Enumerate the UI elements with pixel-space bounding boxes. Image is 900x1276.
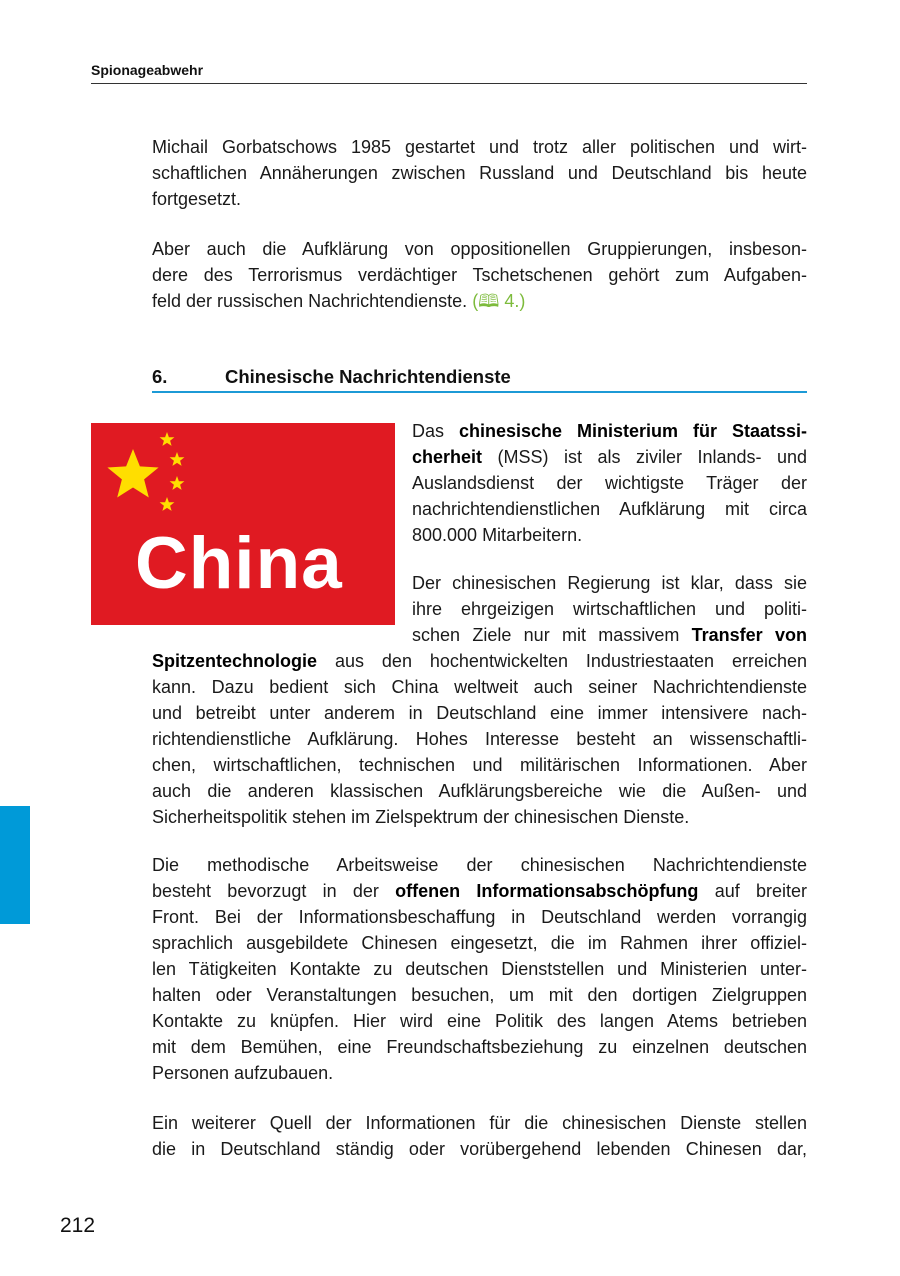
- small-star-icon: [170, 452, 185, 466]
- text-line: Personen aufzubauen.: [152, 1063, 334, 1083]
- bold-term: chinesische Ministerium für Staatssi-: [458, 421, 807, 441]
- section-title: Chinesische Nachrichtendienste: [225, 366, 511, 387]
- paragraph-regierung-top: [412, 570, 807, 648]
- large-star-icon: [107, 449, 158, 498]
- text-segment: (MSS) ist als ziviler Inlands- und: [482, 447, 807, 467]
- small-star-icon: [160, 432, 175, 446]
- paragraph-mss: [412, 418, 807, 548]
- text-line: Auslandsdienst der wichtigste Träger der: [412, 473, 807, 493]
- text-segment: schen Ziele nur mit massivem: [412, 625, 692, 645]
- chapter-side-tab: [0, 806, 30, 924]
- text-line: und betreibt unter anderem in Deutschland eine immer intensivere nach-: [152, 703, 807, 723]
- bold-term: offenen Informationsabschöpfung: [395, 881, 699, 901]
- text-line: sprachlich ausgebildete Chinesen eingesetzt, die im Rahmen ihrer offiziel-: [152, 933, 807, 953]
- text-line: Der chinesischen Regierung ist klar, dass sie: [412, 573, 807, 593]
- section-number: 6.: [152, 366, 168, 387]
- text-line: [152, 288, 807, 314]
- paragraph-gorbatschow: [152, 134, 807, 212]
- text-line: Michail Gorbatschows 1985 gestartet und trotz aller politischen und wirt-: [152, 137, 807, 157]
- china-flag-image: [91, 423, 395, 625]
- text-segment: Das: [412, 421, 459, 441]
- text-segment: besteht bevorzugt in der: [152, 881, 396, 901]
- text-line: Ein weiterer Quell der Informationen für die chinesischen Dienste stellen: [152, 1113, 807, 1133]
- text-line: fortgesetzt.: [152, 189, 242, 209]
- text-line: die in Deutschland ständig oder vorübergehend lebenden Chinesen dar,: [152, 1139, 807, 1159]
- text-line: Kontakte zu knüpfen. Hier wird eine Politik des langen Atems betrieben: [152, 1011, 807, 1031]
- text-line: dere des Terrorismus verdächtiger Tschetschenen gehört zum Aufgaben-: [152, 265, 807, 285]
- text-line: [412, 418, 807, 444]
- small-star-icon: [170, 476, 185, 490]
- text-line: Sicherheitspolitik stehen im Zielspektrum der chinesischen Dienste.: [152, 807, 690, 827]
- text-segment: aus den hochentwickelten Industriestaaten erreichen: [317, 651, 807, 671]
- text-line: [152, 648, 807, 674]
- text-line: len Tätigkeiten Kontakte zu deutschen Dienststellen und Ministerien unter-: [152, 959, 807, 979]
- bold-term: cherheit: [412, 447, 483, 467]
- page-number: 212: [60, 1214, 96, 1237]
- paragraph-arbeitsweise: [152, 852, 807, 1086]
- text-line: Front. Bei der Informationsbeschaffung in Deutschland werden vorrangig: [152, 907, 807, 927]
- text-line: halten oder Veranstaltungen besuchen, um mit den dortigen Zielgruppen: [152, 985, 807, 1005]
- bold-term: Transfer von: [691, 625, 807, 645]
- text-line: ihre ehrgeizigen wirtschaftlichen und politi-: [412, 599, 807, 619]
- flag-caption: China: [135, 523, 343, 604]
- bold-term: Spitzentechnologie: [152, 651, 318, 671]
- text-segment: feld der russischen Nachrichtendienste.: [152, 291, 468, 311]
- text-line: 800.000 Mitarbeitern.: [412, 525, 583, 545]
- text-line: mit dem Bemühen, eine Freundschaftsbeziehung zu einzelnen deutschen: [152, 1037, 807, 1057]
- paragraph-oppositionelle: [152, 236, 807, 314]
- small-star-icon: [160, 497, 175, 511]
- text-line: nachrichtendienstlichen Aufklärung mit circa: [412, 499, 807, 519]
- text-line: kann. Dazu bedient sich China weltweit auch seiner Nachrichtendienste: [152, 677, 807, 697]
- running-head: Spionageabwehr: [91, 62, 807, 84]
- text-segment: auf breiter: [698, 881, 808, 901]
- paragraph-quell: [152, 1110, 807, 1162]
- text-line: [412, 622, 807, 648]
- text-line: [152, 878, 807, 904]
- text-line: richtendienstliche Aufklärung. Hohes Interesse besteht an wissenschaftli-: [152, 729, 807, 749]
- literature-reference-link[interactable]: (🕮 4.): [472, 291, 526, 311]
- paragraph-regierung-rest: [152, 648, 807, 830]
- text-line: Die methodische Arbeitsweise der chinesischen Nachrichtendienste: [152, 855, 807, 875]
- section-heading: [152, 366, 807, 393]
- text-line: [412, 444, 807, 470]
- text-line: chen, wirtschaftlichen, technischen und militärischen Informationen. Aber: [152, 755, 807, 775]
- text-line: schaftlichen Annäherungen zwischen Russland und Deutschland bis heute: [152, 163, 807, 183]
- text-line: auch die anderen klassischen Aufklärungsbereiche wie die Außen- und: [152, 781, 807, 801]
- text-line: Aber auch die Aufklärung von oppositionellen Gruppierungen, insbeson-: [152, 239, 807, 259]
